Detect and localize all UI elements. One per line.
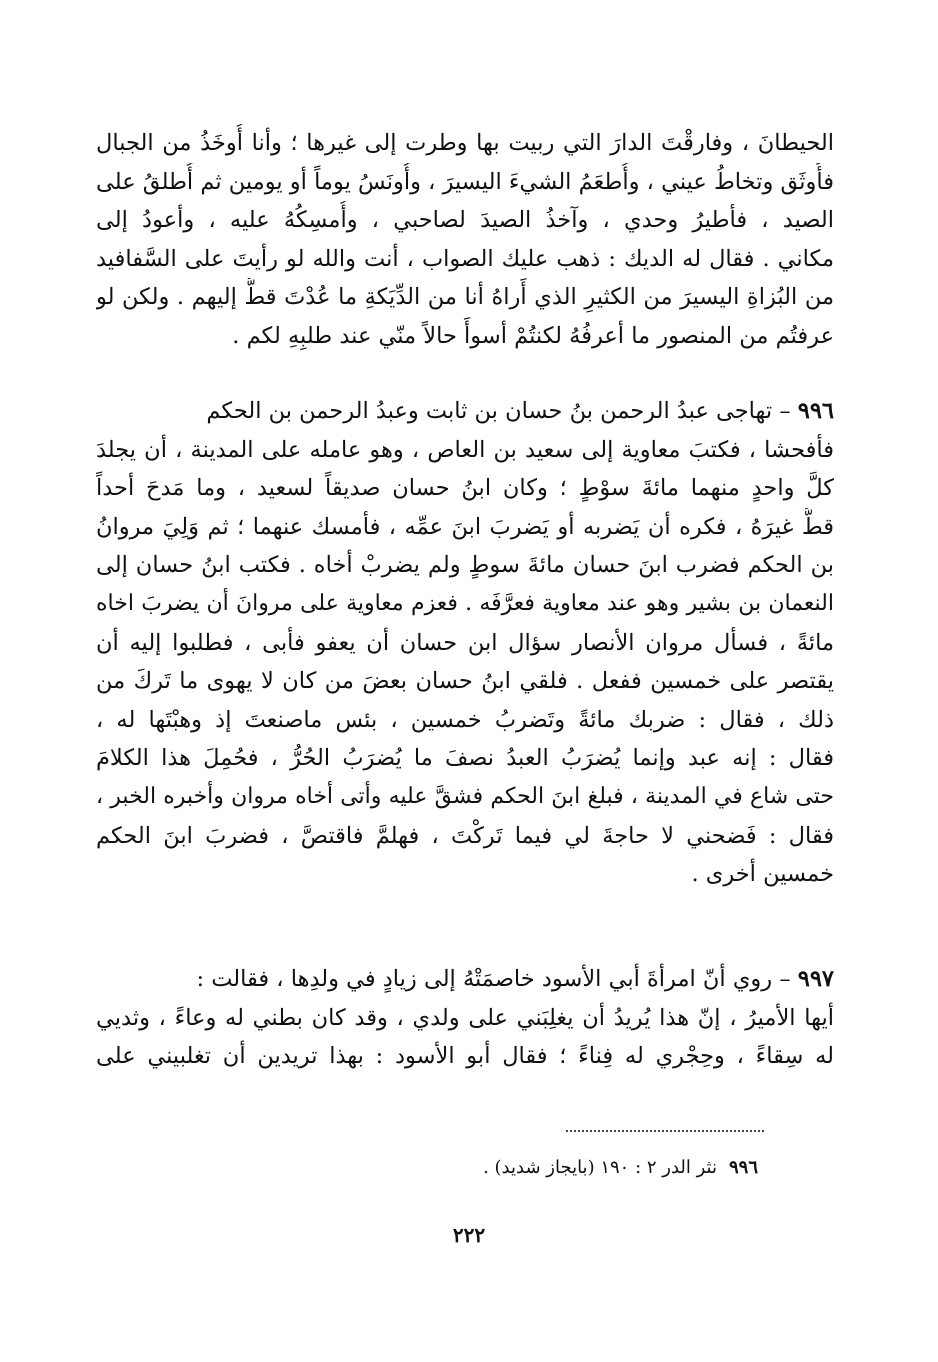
text-line-content: – روي أنّ امرأةَ أبي الأسود خاصمَتْهُ إلى زيادٍ في ولدِها ، فقالت : [196,966,791,992]
text-line-first [96,960,834,999]
text-line: حتى شاع في المدينة ، فبلغ ابنَ الحكم فشقَّ عليه وأتى أخاه مروان وأخبره الخبر ، [96,783,834,809]
text-line: فأفحشا ، فكتبَ معاوية إلى سعيد بن العاص ، وهو عامله على المدينة ، أن يجلدَ [96,436,834,463]
text-line: النعمان بن بشير وهو عند معاوية فعرَّفَه . فعزم معاوية على مروانَ أن يضربَ اخاه [96,590,834,616]
text-line: ذلك ، فقال : ضربك مائةً وتَضربُ خمسين ، بئس ماصنعتَ إذ وهبْتَها له ، [96,706,834,733]
text-line: له سِقاءً ، وحِجْري له فِناءً ؛ فقال أبو الأسود : بهذا تريدين أن تغلبيني على [96,1043,834,1070]
text-line-content: – تهاجى عبدُ الرحمن بنُ حسان بن ثابت وعبدُ الرحمن بن الحكم [206,398,791,424]
page-number: ٢٢٢ [452,1223,486,1247]
text-line: فقال : إنه عبد وإنما يُضرَبُ العبدُ نصفَ ما يُضرَبُ الحُرُّ ، فحُمِلَ هذا الكلامَ [96,745,834,772]
text-line-first [96,392,834,431]
text-line: يقتصر على خمسين ففعل . فلقي ابنُ حسان بعضَ من كان لا يهوى ما تَركَ من [96,668,834,695]
footnote-number: ٩٩٦ [728,1157,758,1178]
footnote-text: نثر الدر ٢ : ١٩٠ (بايجاز شديد) . [483,1157,717,1178]
text-line: مائةً ، فسأل مروان الأنصار سؤال ابن حسان أن يعفو فأبى ، فطلبوا إليه أن [96,629,834,656]
text-line: عرفتُم من المنصور ما أعرفُهُ لكنتُمْ أسوأَ حالاً منّي عند طلبِهِ لكم . [232,322,834,349]
text-line: خمسين أخرى . [691,861,834,888]
text-line: الصيد ، فأطيرُ وحدي ، وآخذُ الصيدَ لصاحبي ، وأُمسِكُهُ عليه ، وأعودُ إلى [96,207,834,234]
text-line: مكاني . فقال له الديك : ذهب عليك الصواب ، أنت والله لو رأيتَ على السَّفافيد [96,245,834,272]
text-line: كلَّ واحدٍ منهما مائةَ سوْطٍ ؛ وكان ابنُ حسان صديقاً لسعيد ، وما مَدحَ أحداً [96,475,834,502]
paragraph-continuation [96,124,834,356]
footnote-divider [566,1130,764,1132]
text-line: بن الحكم فضرب ابنَ حسان مائةَ سوطٍ ولم يضربْ أخاه . فكتب ابنُ حسان إلى [96,552,834,579]
footnote [96,1154,758,1182]
text-line: الحيطانَ ، وفارقْتَ الدارَ التي ربيت بها وطرت إلى غيرها ؛ وأنا أُوخَذُ من الجبال [96,130,834,156]
text-line: فقال : فَضحني لا حاجةَ لي فيما تَركْتَ ، فهلمَّ فاقتصَّ ، فضربَ ابنَ الحكم [96,822,834,849]
text-line: فأُوثَق وتخاطُ عيني ، وأُطعَمُ الشيءَ اليسيرَ ، وأُونَسُ يوماً أو يومين ثم أُطلقُ على [96,168,834,195]
text-line: قطُّ غيرَهُ ، فكره أن يَضربه أو يَضربَ ابنَ عمِّه ، فأمسك عنهما ؛ ثم وَلِيَ مروانُ [96,513,834,540]
paragraph-996 [96,392,834,894]
text-line: أيها الأميرُ ، إنّ هذا يُريدُ أن يغلِبَني على ولدي ، وقد كان بطني له وعاءً ، وثديي [96,1004,834,1031]
paragraph-997 [96,960,834,1076]
paragraph-number: ٩٩٧ [797,966,834,992]
text-line: من البُزاةِ اليسيرَ من الكثيرِ الذي أَراهُ أنا من الدِّيَكةِ ما عُدْتَ قطُّ إليهم . ولكن لو [96,284,834,311]
paragraph-number: ٩٩٦ [797,398,834,424]
